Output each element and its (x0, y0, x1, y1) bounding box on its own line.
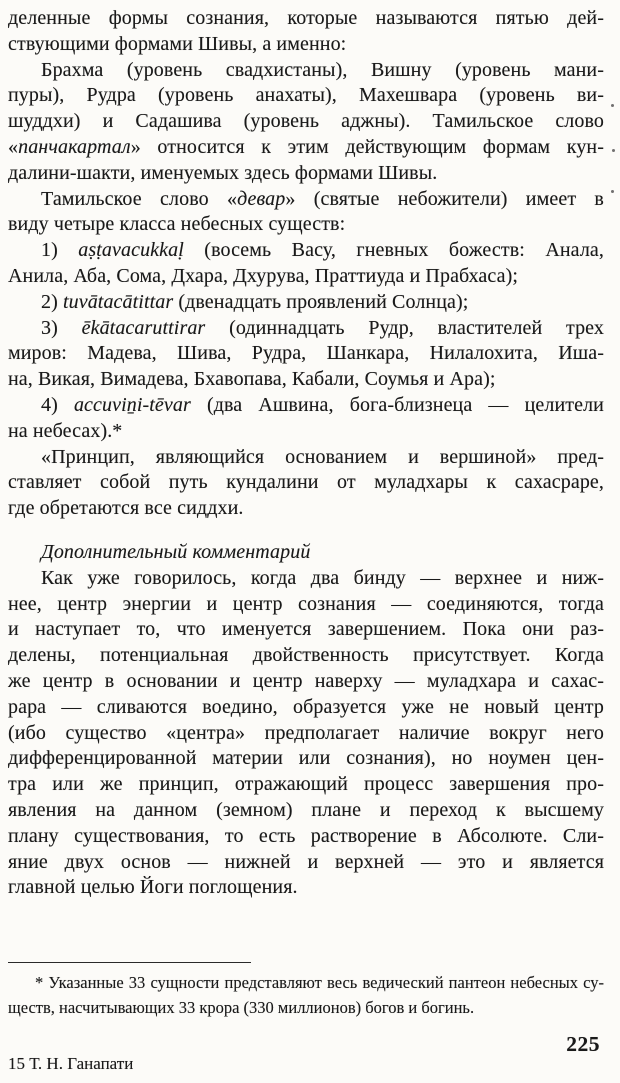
footnote-rule (8, 962, 251, 963)
text-line (8, 83, 604, 109)
text-run: ставляет собой путь кундалини от муладхары к сахасраре, (8, 471, 604, 494)
text-run: Тамильское слово « (41, 187, 238, 210)
italic-run: Дополнительный комментарий (41, 540, 311, 563)
text-run: на небесах).* (8, 419, 123, 442)
italic-run: ēkātacaruttirar (81, 316, 206, 339)
text-run: деленные формы сознания, которые называются пятью дей- (8, 7, 604, 29)
text-line (8, 264, 604, 290)
text-line (8, 316, 604, 342)
text-run: 2) (41, 290, 63, 313)
text-run: на, Викая, Вимадева, Бхавопава, Кабали, Соумья и Ара); (8, 368, 496, 391)
page-number: 225 (566, 1032, 600, 1056)
text-run: (восемь Васу, гневных божеств: Анала, (183, 239, 604, 262)
text-run: делены, потенциальная двойственность присутствует. Когда (8, 644, 604, 667)
text-run: Анила, Аба, Сома, Дхара, Дхурува, Праттиуда и Прабхаса); (8, 264, 518, 287)
footer-signature: 15 Т. Н. Ганапати (8, 1054, 134, 1073)
text-run: « (8, 135, 19, 158)
text-run: «Принцип, являющийся основанием и вершиной» пред- (41, 445, 604, 468)
text-line (8, 161, 604, 187)
text-line (8, 109, 604, 135)
text-run: шуддхи) и Садашива (уровень аджны). Тамильское слово (8, 110, 604, 133)
text-line (8, 445, 604, 471)
text-run: дифференцированной материи или сознания), но ноумен цен- (8, 747, 604, 770)
text-line (8, 238, 604, 264)
italic-run: девар (237, 187, 286, 210)
text-line (8, 187, 604, 213)
text-line (8, 695, 604, 721)
text-run: тра или же принцип, отражающий процесс завершения про- (8, 773, 604, 796)
text-run: далини-шакти, именуемых здесь формами Шивы. (8, 161, 438, 184)
text-line (8, 393, 604, 419)
text-run: рара — сливаются воедино, образуется уже не новый центр (8, 695, 604, 718)
text-run: ствующими формами Шивы, а именно: (8, 32, 347, 55)
footnote-text (8, 970, 604, 1020)
text-run: 3) (41, 316, 82, 339)
text-line (8, 367, 604, 393)
text-line (8, 617, 604, 643)
scan-artifact (611, 104, 614, 107)
text-line (8, 212, 604, 238)
text-run: » относится к этим действующим формам кун- (130, 135, 604, 158)
italic-run: aṣṭavacukkaḷ (78, 239, 184, 262)
text-run: виду четыре класса небесных существ: (8, 213, 346, 236)
text-line (8, 6, 604, 32)
footnote-line: * Указанные 33 сущности представляют весь ведический пантеон небесных су- (35, 973, 604, 992)
text-run: плану существования, то есть растворение в Абсолюте. Сли- (8, 824, 604, 847)
text-run: Как уже говорилось, когда два бинду — верхнее и ниж- (41, 566, 604, 589)
italic-run: tuvātacātittar (62, 290, 174, 313)
text-run: » (святые небожители) имеет в (285, 187, 604, 210)
text-run: (двенадцать проявлений Солнца); (173, 290, 469, 313)
text-line (8, 875, 604, 901)
text-run: нее, центр энергии и центр сознания — соединяются, тогда (8, 592, 604, 615)
text-line (8, 592, 604, 618)
text-run: миров: Мадева, Шива, Рудра, Шанкара, Нилалохита, Иша- (8, 342, 604, 365)
text-line (8, 419, 604, 445)
text-line (8, 669, 604, 695)
text-line (8, 824, 604, 850)
footnote (8, 962, 604, 1020)
text-line (8, 746, 604, 772)
text-run: главной целью Йоги поглощения. (8, 876, 298, 899)
italic-run: панчакартал (18, 135, 131, 158)
text-line (8, 58, 604, 84)
text-run: (одиннадцать Рудр, властителей трех (205, 316, 604, 339)
text-line (8, 772, 604, 798)
text-run: Брахма (уровень свадхистаны), Вишну (уровень мани- (41, 58, 604, 81)
text-run: и наступает то, что именуется завершением. Пока они раз- (8, 618, 604, 641)
text-line (8, 643, 604, 669)
text-run: (два Ашвина, бога-близнеца — целители (190, 393, 604, 416)
text-line (8, 470, 604, 496)
text-line (8, 721, 604, 747)
body-text (8, 6, 604, 901)
text-line (8, 798, 604, 824)
text-run: где обретаются все сиддхи. (8, 497, 244, 520)
text-run: 4) (41, 393, 74, 416)
scan-artifact (612, 149, 615, 152)
scan-artifact (611, 190, 614, 193)
text-run: явления на данном (земном) плане и переход к высшему (8, 798, 604, 821)
text-line (8, 496, 604, 522)
text-run: же центр в основании и центр наверху — муладхара и сахас- (8, 669, 604, 692)
text-run: пуры), Рудра (уровень анахаты), Махешвара (уровень ви- (8, 84, 604, 107)
text-run: 1) (41, 239, 79, 262)
text-line (8, 290, 604, 316)
italic-run: accuviṉi-tēvar (73, 393, 191, 416)
footnote-line: ществ, насчитывающих 33 крора (330 миллионов) богов и богинь. (8, 998, 475, 1018)
text-line (8, 32, 604, 58)
text-line (8, 135, 604, 161)
text-run: яние двух основ — нижней и верхней — это и является (8, 850, 604, 873)
text-line (8, 850, 604, 876)
text-line (8, 566, 604, 592)
text-line (8, 341, 604, 367)
section-heading (8, 540, 604, 566)
text-run: (ибо существо «центра» предполагает наличие вокруг него (8, 721, 604, 744)
